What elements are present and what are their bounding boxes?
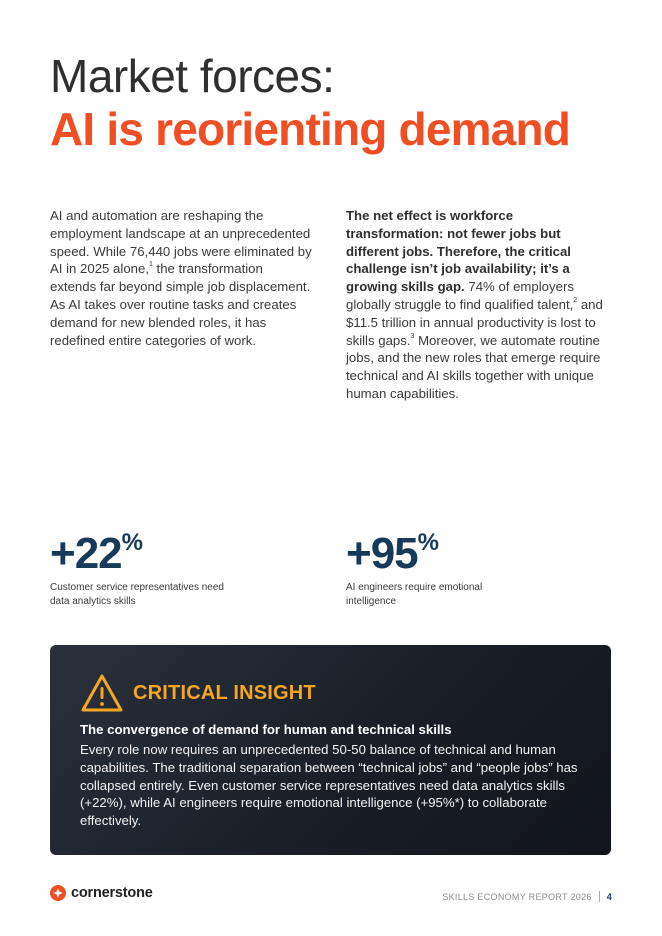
page-number: 4 [606, 891, 612, 902]
insight-subheading: The convergence of demand for human and technical skills [80, 722, 452, 737]
footnote-ref-2: 2 [573, 296, 578, 304]
footer-logo [50, 885, 153, 901]
footer-report-info [442, 891, 612, 902]
footnote-ref-3: 3 [410, 332, 415, 340]
stat-value [50, 530, 230, 578]
cornerstone-logo-icon [50, 885, 66, 901]
stat-number-text: +95 [346, 529, 418, 578]
left-paragraph-part-1: AI and automation are reshaping the employment landscape at an unprecedented speed. While 76,440 jobs were eliminated by AI in 2025 alone, [50, 208, 312, 277]
intro-paragraph-right [346, 207, 608, 403]
right-paragraph-bold-lead: The net effect is workforce transformation: not fewer jobs but different jobs. Therefore, the critical challenge isn’t job availability; it’s a growing skills gap. [346, 208, 571, 295]
stat-unit: % [121, 529, 143, 556]
logo-wordmark: cornerstone [71, 885, 153, 901]
footer-divider [599, 891, 600, 902]
stat-ai-engineers [346, 530, 526, 609]
stat-unit: % [417, 529, 439, 556]
report-name: SKILLS ECONOMY REPORT 2026 [442, 891, 592, 902]
right-paragraph-part-2: and $11.5 trillion in annual productivity is lost to skills gaps. [346, 296, 603, 348]
insight-heading: CRITICAL INSIGHT [133, 682, 316, 704]
right-paragraph-part-3: Moreover, we automate routine jobs, and the new roles that emerge require technical and AI skills together with unique human capabilities. [346, 332, 601, 401]
right-paragraph-part-1: 74% of employers globally struggle to find qualified talent, [346, 279, 574, 312]
page-title-line-1: Market forces: [50, 50, 335, 102]
stat-caption: AI engineers require emotional intelligence [346, 582, 483, 607]
left-paragraph-part-2: the transformation extends far beyond simple job displacement. As AI takes over routine tasks and creates demand for new blended roles, it has redefined entire categories of work. [50, 261, 311, 348]
footnote-ref-1: 1 [148, 261, 153, 269]
insight-body: Every role now requires an unprecedented 50-50 balance of technical and human capabilities. The traditional separation between “technical jobs” and “people jobs” has collapsed entirely. Even customer service representatives need data analytics skills (+22%), while AI engineers require emotional intelligence (+95%*) to collaborate effectively. [80, 742, 578, 829]
page-title-line-2: AI is reorienting demand [50, 103, 571, 155]
stat-number-text: +22 [50, 529, 122, 578]
stat-caption: Customer service representatives need data analytics skills [50, 582, 224, 607]
intro-paragraph-left [50, 207, 312, 349]
warning-triangle-icon [80, 673, 124, 713]
stat-value [346, 530, 526, 578]
critical-insight-panel [50, 645, 611, 855]
stat-customer-service [50, 530, 230, 609]
